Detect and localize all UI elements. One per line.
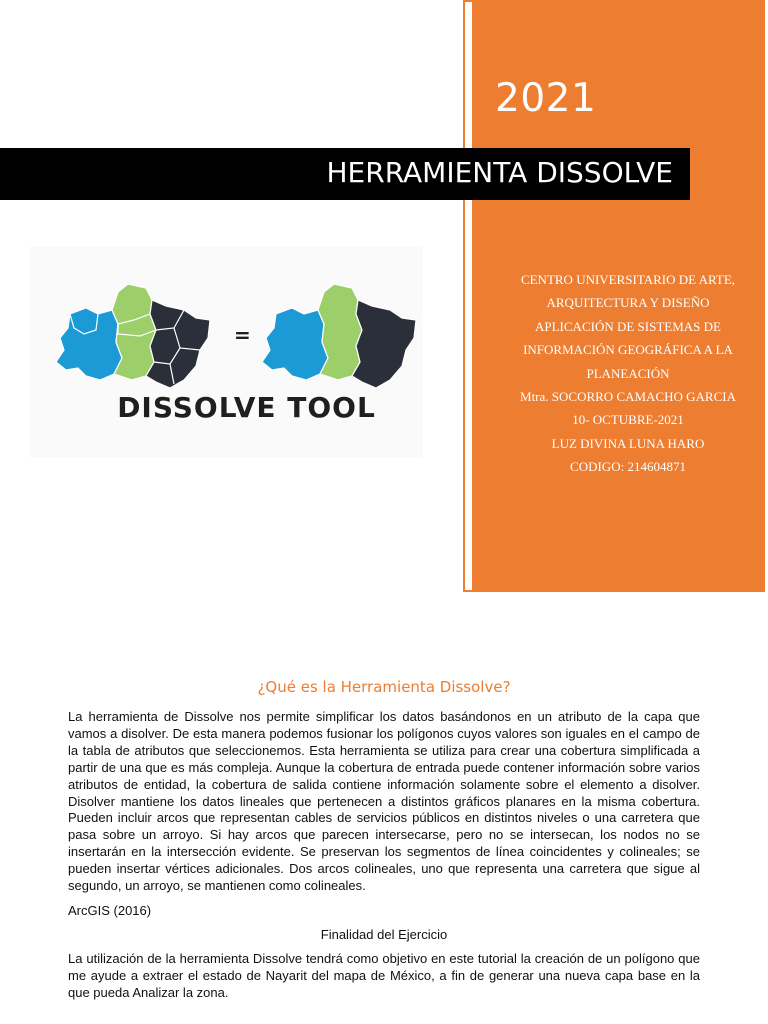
panel-border — [463, 0, 474, 592]
section-heading: ¿Qué es la Herramienta Dissolve? — [257, 678, 511, 696]
info-line: LUZ DIVINA LUNA HARO — [551, 435, 705, 451]
dissolve-tool-image — [30, 247, 423, 457]
purpose-paragraph: La utilización de la herramienta Dissolve tendrá como objetivo en este tutorial la creación de un polígono que me ayude a extraer el estado de Nayarit del mapa de México, a fin de generar una nueva capa base en la que pueda Analizar la zona. — [68, 951, 700, 1000]
info-line: Mtra. SOCORRO CAMACHO GARCIA — [520, 389, 736, 405]
cover-year: 2021 — [495, 76, 597, 121]
info-line: APLICACIÓN DE SISTEMAS DE — [535, 318, 721, 334]
info-line: CENTRO UNIVERSITARIO DE ARTE, — [520, 272, 736, 287]
equals-sign: = — [234, 323, 251, 347]
dissolve-maps-illustration — [30, 247, 423, 457]
info-line: ARQUITECTURA Y DISEÑO — [546, 295, 710, 311]
info-line: CODIGO: 214604871 — [570, 459, 686, 475]
info-line: INFORMACIÓN GEOGRÁFICA A LA — [523, 342, 733, 358]
cover-info — [497, 268, 759, 479]
citation: ArcGIS (2016) — [68, 903, 152, 918]
subheading: Finalidad del Ejercicio — [320, 927, 448, 942]
image-caption: DISSOLVE TOOL — [117, 391, 376, 424]
document-title: HERRAMIENTA DISSOLVE — [326, 156, 673, 189]
intro-paragraph: La herramienta de Dissolve nos permite simplificar los datos basándonos en un atributo de la capa que vamos a disolver. De esta manera podemos fusionar los polígonos cuyos valores son iguales en el campo de la tabla de atributos que seleccionemos. Esta herramienta se utiliza para crear una cobertura simplificada a partir de una que es más compleja. Aunque la cobertura de entrada puede contener información sobre varios atributos de entidad, la cobertura de salida contiene información solamente sobre el elemento a disolver. Disolver mantiene los datos lineales que pertenecen a distintos gráficos planares en la misma cobertura. Pueden incluir arcos que representan cables de servicios públicos en distintos niveles o una carretera que pasa sobre un arroyo. Si hay arcos que parecen intersecarse, pero no se intersecan, los nodos no se insertarán en la intersección evidente. Se preservan los segmentos de línea coincidentes y colineales; se pueden insertar vértices adicionales. Dos arcos colineales, uno que representa una carretera que sigue al segundo, un arroyo, se mantienen como colineales. — [68, 709, 700, 894]
map-after — [262, 284, 416, 388]
map-before — [56, 284, 210, 388]
info-line: 10- OCTUBRE-2021 — [572, 412, 684, 428]
info-line: PLANEACIÓN — [586, 365, 670, 381]
title-bar — [0, 148, 690, 200]
